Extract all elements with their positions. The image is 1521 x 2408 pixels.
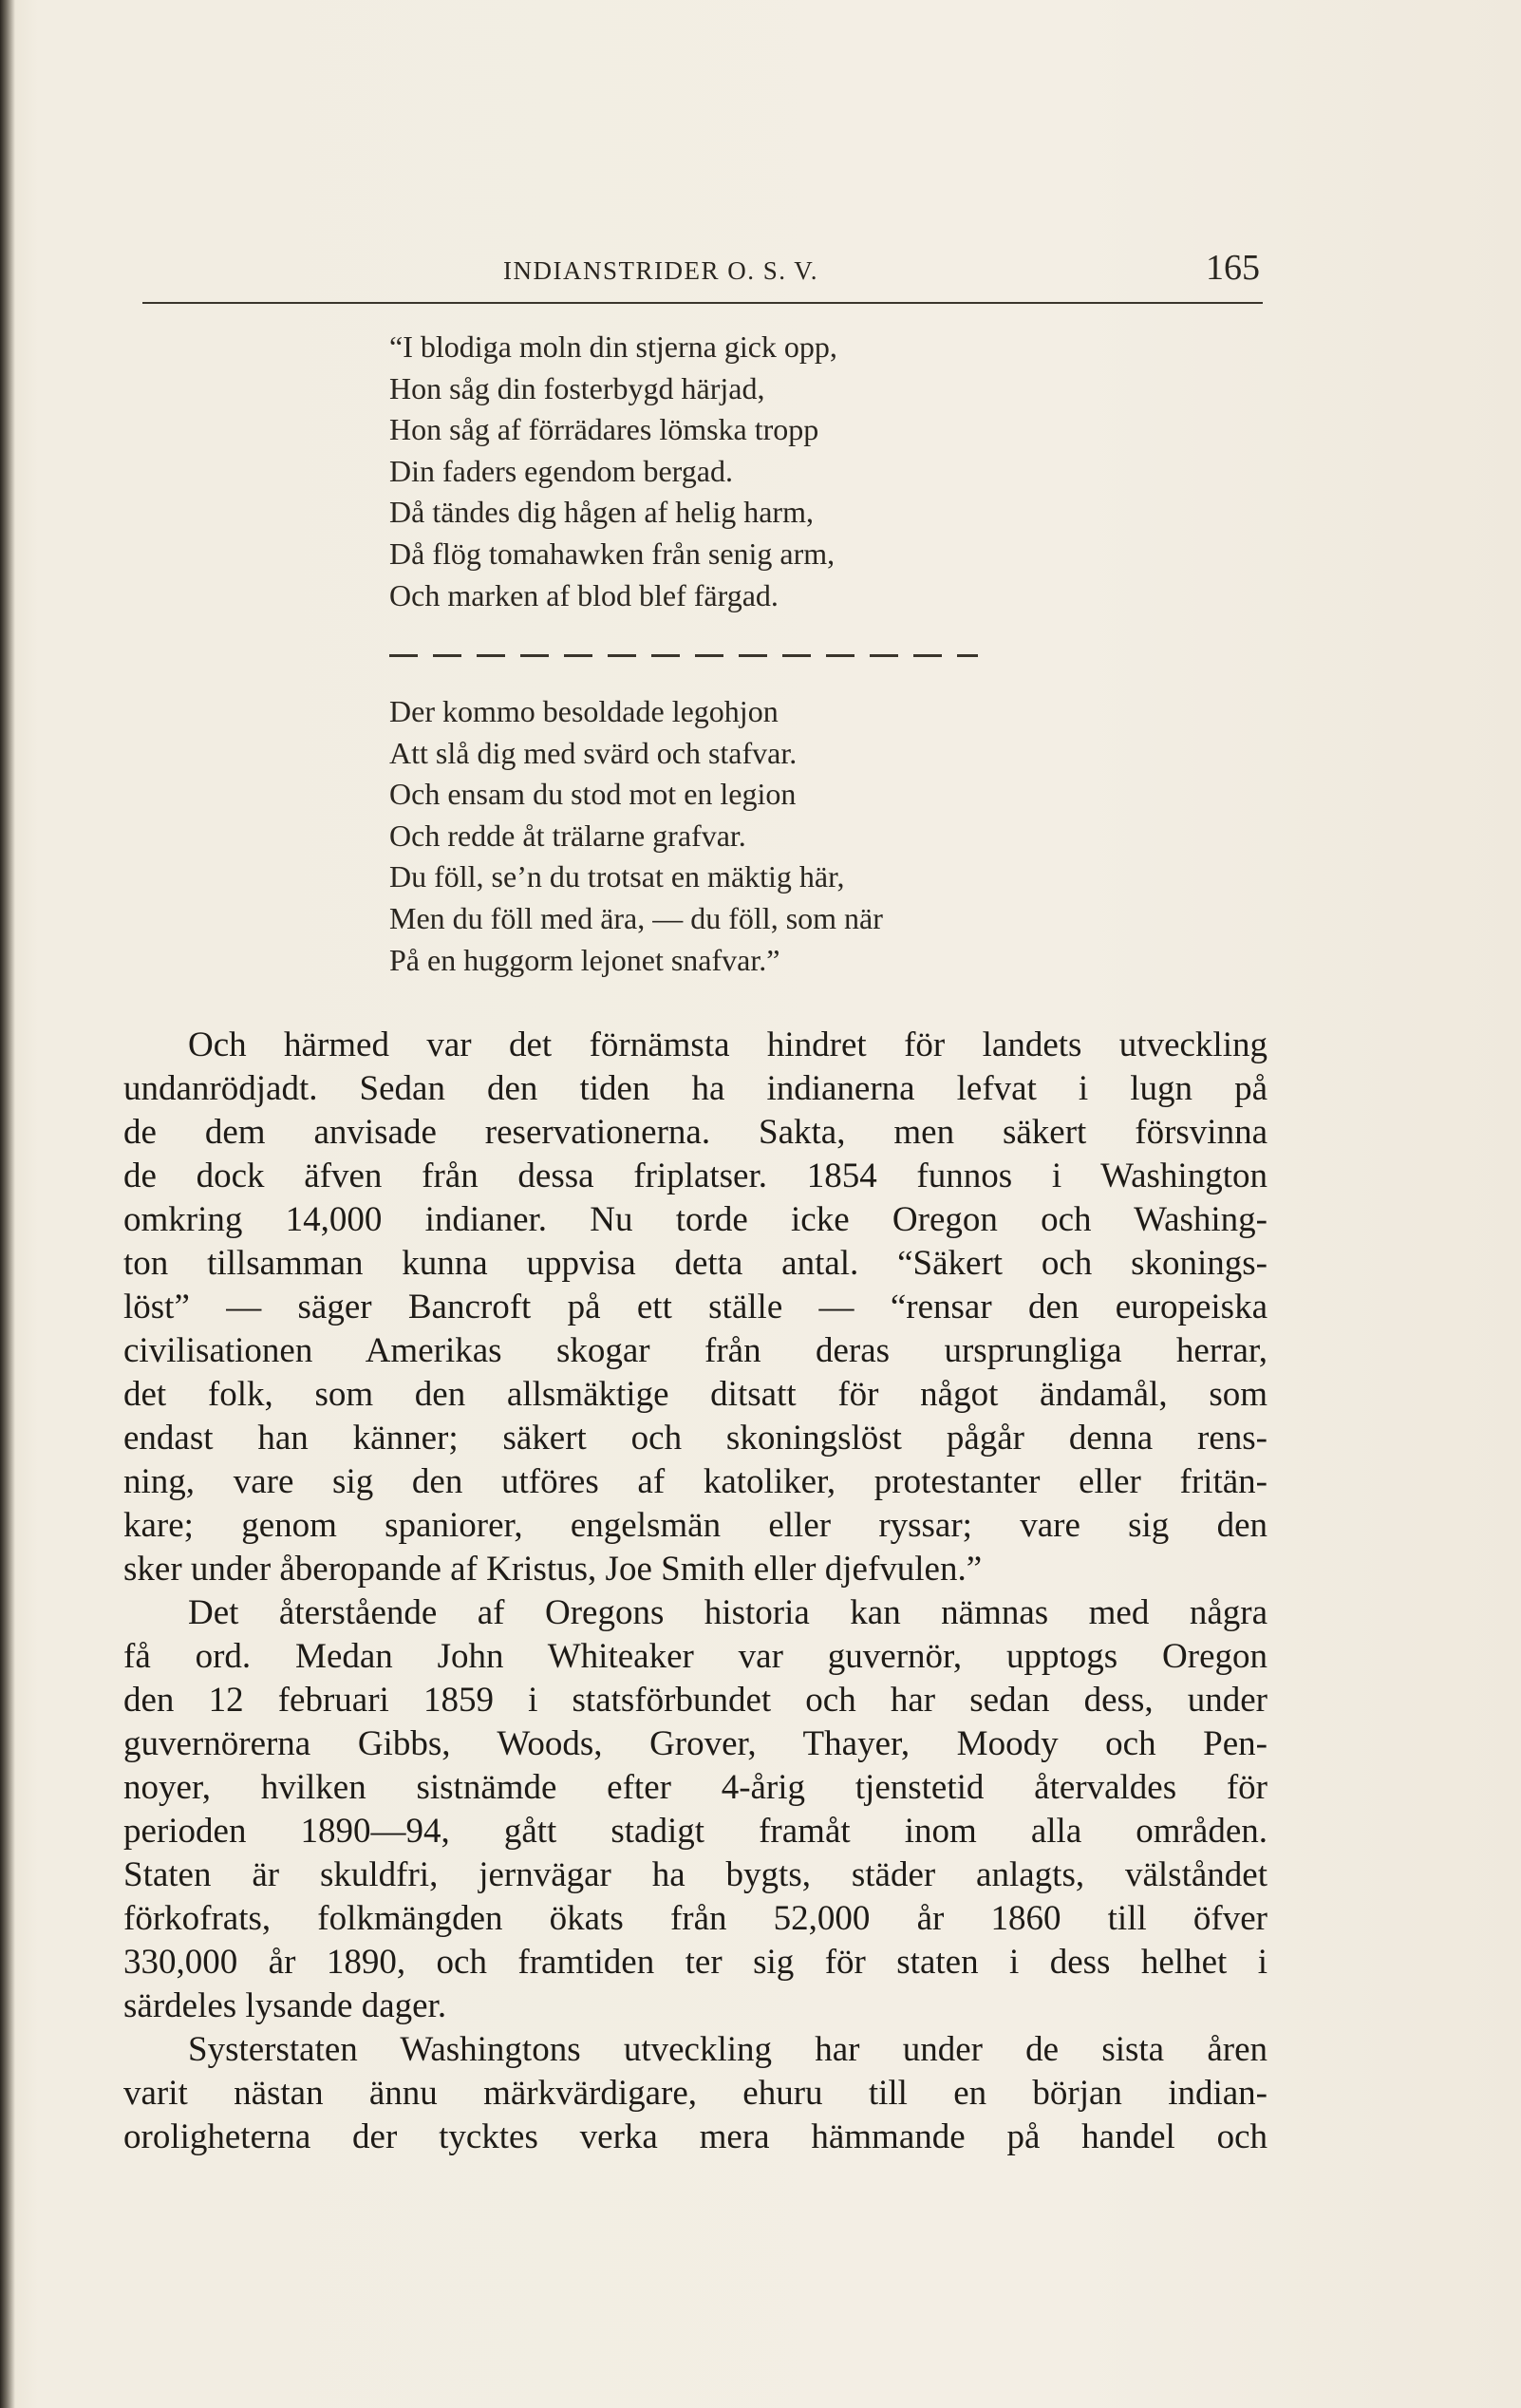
body-line: Systerstaten Washingtons utveckling har under de sista åren (188, 2030, 1268, 2069)
body-line: guvernörerna Gibbs, Woods, Grover, Thayer, Moody och Pen- (123, 1724, 1268, 1763)
poem-line: Och ensam du stod mot en legion (389, 777, 797, 812)
body-line: oroligheterna der tycktes verka mera hämmande på handel och (123, 2117, 1268, 2156)
running-title: INDIANSTRIDER O. S. V. (503, 256, 819, 285)
body-line: särdeles lysande dager. (123, 1986, 447, 2025)
body-line: få ord. Medan John Whiteaker var guvernör, upptogs Oregon (123, 1637, 1268, 1676)
binding-shadow (0, 0, 15, 2408)
body-line: sker under åberopande af Kristus, Joe Smith eller djefvulen.” (123, 1550, 983, 1589)
body-line: ning, vare sig den utföres af katoliker, protestanter eller fritän- (123, 1462, 1268, 1501)
body-line: varit nästan ännu märkvärdigare, ehuru till en början indian- (123, 2074, 1268, 2113)
body-line: kare; genom spaniorer, engelsmän eller ryssar; vare sig den (123, 1506, 1268, 1545)
poem-line: Men du föll med ära, — du föll, som när (389, 900, 883, 935)
poem-line: Du föll, se’n du trotsat en mäktig här, (389, 859, 845, 894)
body-line: de dem anvisade reservationerna. Sakta, men säkert försvinna (123, 1113, 1268, 1152)
body-line: ton tillsamman kunna uppvisa detta antal. “Säkert och skonings- (123, 1244, 1268, 1283)
body-line: den 12 februari 1859 i statsförbundet och har sedan dess, under (123, 1681, 1268, 1720)
body-line: löst” — säger Bancroft på ett ställe — “rensar den europeiska (123, 1288, 1268, 1326)
page-number: 165 (1206, 248, 1260, 288)
poem-line: Då flög tomahawken från senig arm, (389, 536, 836, 571)
body-line: de dock äfven från dessa friplatser. 1854 funnos i Washington (123, 1157, 1268, 1195)
body-line: det folk, som den allsmäktige ditsatt för något ändamål, som (123, 1375, 1268, 1414)
page-header (123, 247, 1263, 306)
stanza-divider (389, 654, 978, 657)
header-rule (142, 302, 1263, 304)
poem-line: Hon såg din fosterbygd härjad, (389, 370, 765, 405)
poem-stanza-2 (389, 691, 883, 981)
poem-line: Och marken af blod blef färgad. (389, 577, 779, 612)
body-line: Det återstående af Oregons historia kan nämnas med några (188, 1593, 1268, 1632)
poem-line: På en huggorm lejonet snafvar.” (389, 942, 780, 977)
body-line: Staten är skuldfri, jernvägar ha bygts, städer anlagts, välståndet (123, 1855, 1268, 1894)
poem-line: Hon såg af förrädares lömska tropp (389, 412, 819, 447)
body-line: civilisationen Amerikas skogar från deras ursprungliga herrar, (123, 1331, 1268, 1370)
body-line: Och härmed var det förnämsta hindret för landets utveckling (188, 1025, 1268, 1064)
poem-stanza-1 (389, 327, 837, 616)
poem-line: Och redde åt trälarne grafvar. (389, 818, 746, 853)
body-text (123, 1024, 1268, 2159)
body-line: endast han känner; säkert och skoningslöst pågår denna rens- (123, 1419, 1268, 1458)
body-line: förkofrats, folkmängden ökats från 52,000 år 1860 till öfver (123, 1899, 1268, 1938)
body-line: noyer, hvilken sistnämde efter 4-årig tjenstetid återvaldes för (123, 1768, 1268, 1807)
poem-line: Då tändes dig hågen af helig harm, (389, 495, 814, 530)
body-line: perioden 1890—94, gått stadigt framåt inom alla områden. (123, 1812, 1268, 1851)
poem-line: Der kommo besoldade legohjon (389, 694, 779, 728)
poem-line: “I blodiga moln din stjerna gick opp, (389, 329, 837, 364)
body-line: 330,000 år 1890, och framtiden ter sig för staten i dess helhet i (123, 1943, 1268, 1982)
poem-line: Att slå dig med svärd och stafvar. (389, 735, 798, 770)
body-line: omkring 14,000 indianer. Nu torde icke Oregon och Washing- (123, 1200, 1268, 1239)
body-line: undanrödjadt. Sedan den tiden ha indianerna lefvat i lugn på (123, 1069, 1268, 1108)
poem-line: Din faders egendom bergad. (389, 453, 733, 488)
